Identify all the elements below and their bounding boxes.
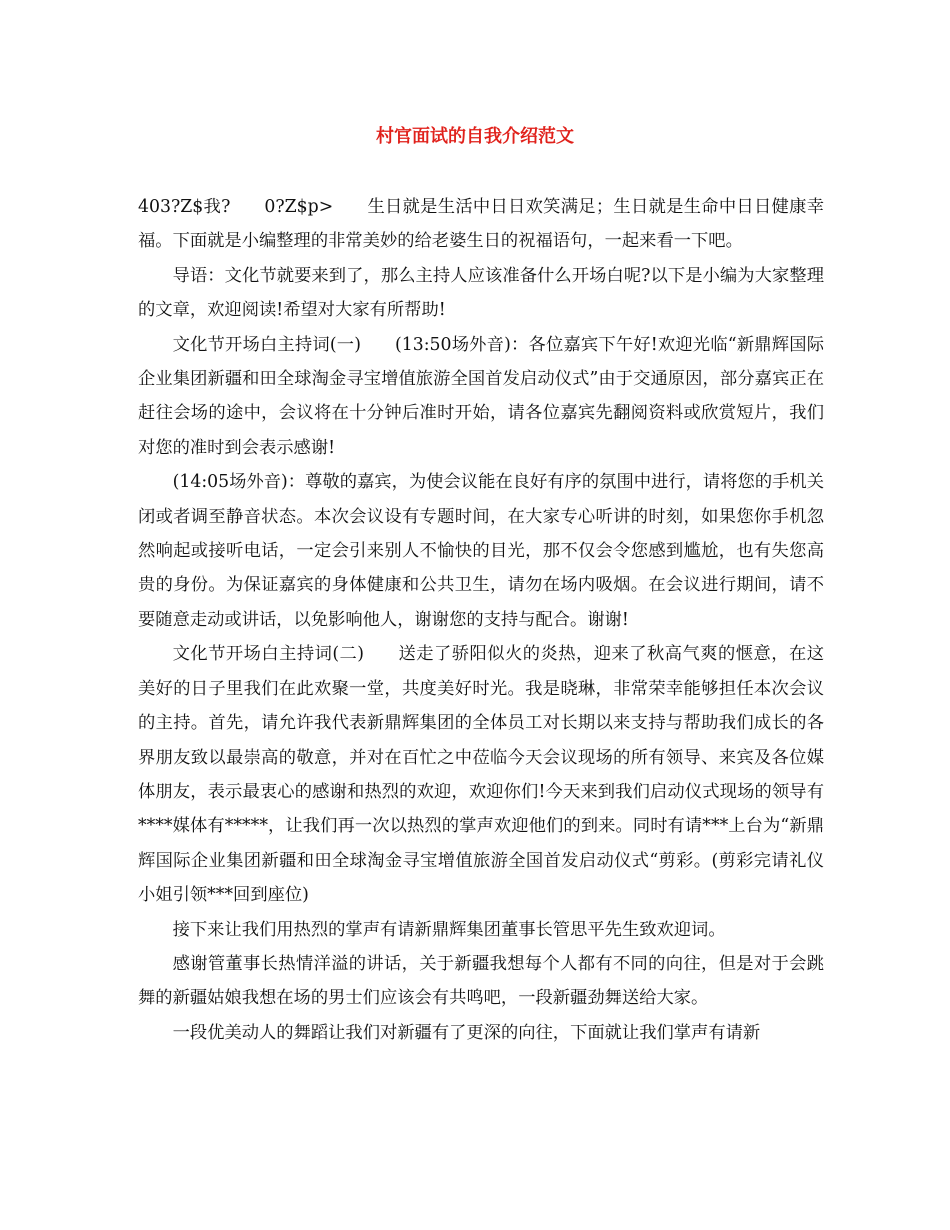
paragraph-section-1 [138,328,824,466]
paragraph-dance: 感谢管董事长热情洋溢的讲话，关于新疆我想每个人都有不同的向往，但是对于会跳舞的新疆姑娘我想在场的男士们应该会有共鸣吧，一段新疆劲舞送给大家。 [138,953,824,1009]
paragraph-text: 送走了骄阳似火的炎热，迎来了秋高气爽的惬意，在这美好的日子里我们在此欢聚一堂，共度美好时光。我是晓琳，非常荣幸能够担任本次会议的主持。首先，请允许我代表新鼎辉集团的全体员工对长期以来支持与帮助我们成长的各界朋友致以最崇高的敬意，并对在百忙之中莅临今天会议现场的所有领导、来宾及各位媒体朋友，表示最衷心的感谢和热烈的欢迎，欢迎你们!今天来到我们启动仪式现场的领导有****媒体有*****，让我们再一次以热烈的掌声欢迎他们的到来。同时有请***上台为“新鼎辉国际企业集团新疆和田全球淘金寻宝增值旅游全国首发启动仪式“剪彩。(剪彩完请礼仪小姐引领***回到座位) [138,644,824,906]
paragraph-intro: 导语：文化节就要来到了，那么主持人应该准备什么开场白呢?以下是小编为大家整理的文章，欢迎阅读!希望对大家有所帮助! [138,265,824,321]
section-heading-2: 文化节开场白主持词(二) [172,644,365,665]
paragraph-notice: (14:05场外音)：尊敬的嘉宾，为使会议能在良好有序的氛围中进行，请将您的手机关闭或者调至静音状态。本次会议设有专题时间，在大家专心听讲的时刻，如果您你手机忽然响起或接听电话，一定会引来别人不愉快的目光，那不仅会令您感到尴尬，也有失您高贵的身份。为保证嘉宾的身体健康和公共卫生，请勿在场内吸烟。在会议进行期间，请不要随意走动或讲话，以免影响他人，谢谢您的支持与配合。谢谢! [138,472,824,630]
header-code-b: 0?Z$p> [264,197,334,217]
paragraph-1 [138,190,824,259]
document-body [138,190,824,1050]
section-heading-1: 文化节开场白主持词(一) [172,334,361,355]
paragraph-closing: 一段优美动人的舞蹈让我们对新疆有了更深的向往，下面就让我们掌声有请新 [172,1022,761,1043]
paragraph-section-2 [138,637,824,912]
paragraph-welcome-speech: 接下来让我们用热烈的掌声有请新鼎辉集团董事长管思平先生致欢迎词。 [172,919,726,940]
document-title: 村官面试的自我介绍范文 [376,126,574,147]
header-code-a: 403?Z$我? [138,197,231,217]
paragraph-text: 生日就是生活中日日欢笑满足；生日就是生命中日日健康幸福。下面就是小编整理的非常美妙的给老婆生日的祝福语句，一起来看一下吧。 [138,197,824,252]
paragraph-text: (13:50场外音)：各位嘉宾下午好!欢迎光临“新鼎辉国际企业集团新疆和田全球淘金寻宝增值旅游全国首发启动仪式”由于交通原因，部分嘉宾正在赶往会场的途中，会议将在十分钟后准时开始，请各位嘉宾先翻阅资料或欣赏短片，我们对您的准时到会表示感谢! [138,334,824,458]
